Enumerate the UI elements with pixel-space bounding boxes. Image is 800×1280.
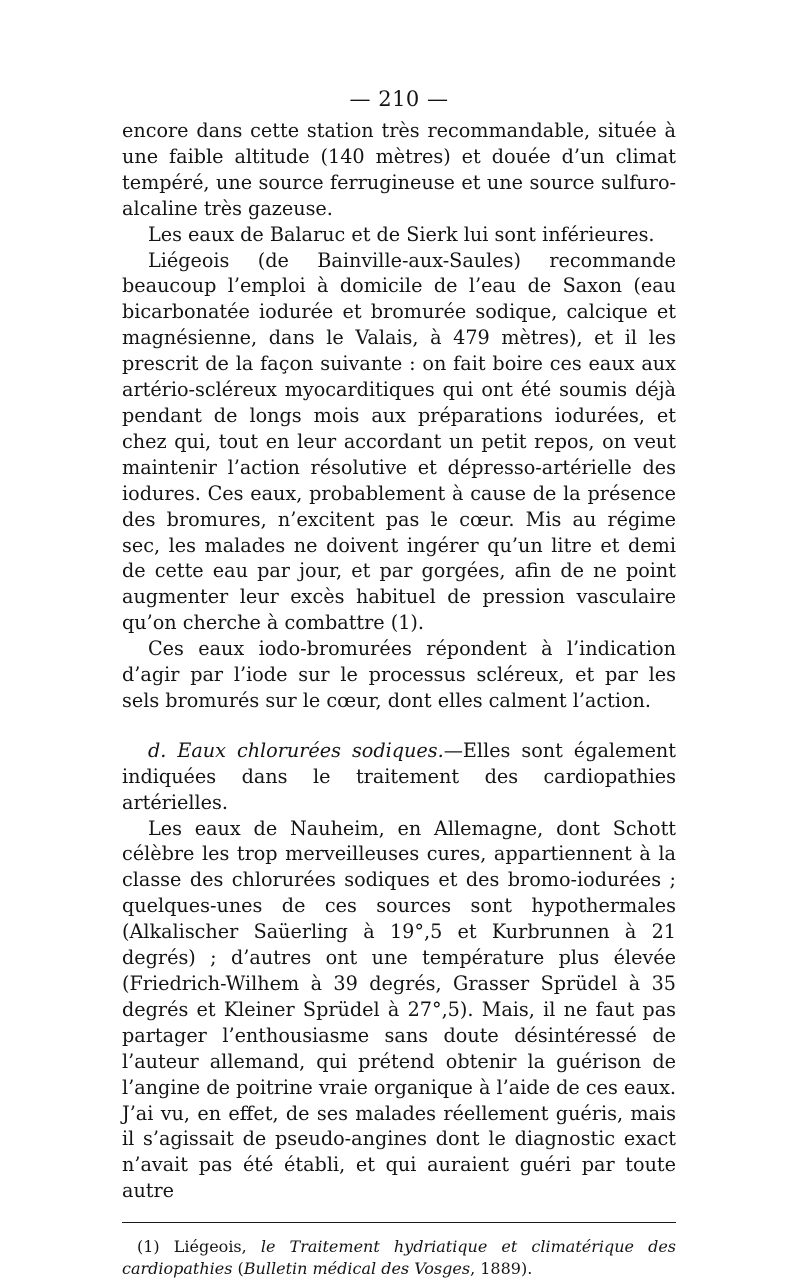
main-text (122, 118, 676, 1204)
paragraph: Les eaux de Nauheim, en Allemagne, dont Schott célèbre les trop merveilleuses cures, appartiennent à la classe des chlorurées sodiques et des bromo-iodurées ; quelques-unes de ces sources sont hypothermales (Alkalischer Saüerling à 19°,5 et Kurbrunnen à 21 degrés) ; d’autres ont une température plus élevée (Friedrich-Wilhem à 39 degrés, Grasser Sprüdel à 35 degrés et Kleiner Sprüdel à 27°,5). Mais, il ne faut pas partager l’enthousiasme sans doute désintéressé de l’auteur allemand, qui prétend obtenir la guérison de l’angine de poitrine vraie organique à l’aide de ces eaux. J’ai vu, en effet, de ses malades réellement guéris, mais il s’agissait de pseudo-angines dont le diagnostic exact n’avait pas été établi, et qui auraient guéri par toute autre (122, 816, 676, 1203)
paragraph: Ces eaux iodo-bromurées répondent à l’indication d’agir par l’iode sur le processus scléreux, et par les sels bromurés sur le cœur, dont elles calment l’action. (122, 637, 676, 712)
paragraph: Les eaux de Balaruc et de Sierk lui sont inférieures. (148, 222, 655, 246)
footnote-source-open: ( (237, 1259, 244, 1279)
footnote-title: le Traitement hydriatique et climatérique des cardiopathies (122, 1237, 677, 1279)
section-paragraph (122, 738, 676, 816)
paragraph: encore dans cette station très recommandable, située à une faible altitude (140 mètres) et douée d’un climat tempéré, une source ferrugineuse et une source sulfuro-alcaline très gazeuse. (122, 119, 676, 220)
footnote-divider (122, 1222, 676, 1223)
footnote-year: , 1889). (470, 1259, 533, 1279)
paragraph: Liégeois (de Bainville-aux-Saules) recommande beaucoup l’emploi à domicile de l’eau de Saxon (eau bicarbonatée iodurée et bromurée sodique, calcique et magnésienne, dans le Valais, à 479 mètres), et il les prescrit de la façon suivante : on fait boire ces eaux aux artério-scléreux myocarditiques qui ont été soumis déjà pendant de longs mois aux préparations iodurées, et chez qui, tout en leur accordant un petit repos, on veut maintenir l’action résolutive et dépresso-artérielle des iodures. Ces eaux, probablement à cause de la présence des bromures, n’excitent pas le cœur. Mis au régime sec, les malades ne doivent ingérer qu’un litre et demi de cette eau par jour, et par gorgées, afin de ne point augmenter leur excès habituel de pression vasculaire qu’on cherche à combattre (1). (122, 248, 676, 635)
page-number: — 210 — (349, 87, 449, 111)
footnote-marker: (1) Liégeois, (137, 1237, 247, 1257)
footnote-source: Bulletin médical des Vosges (243, 1259, 471, 1279)
section-heading: d. Eaux chlorurées sodiques. (148, 738, 444, 762)
section-text: —Elles sont également indiquées dans le traitement des cardiopathies artérielles. (122, 738, 676, 814)
book-page (122, 84, 676, 1280)
footnote (122, 1236, 676, 1280)
